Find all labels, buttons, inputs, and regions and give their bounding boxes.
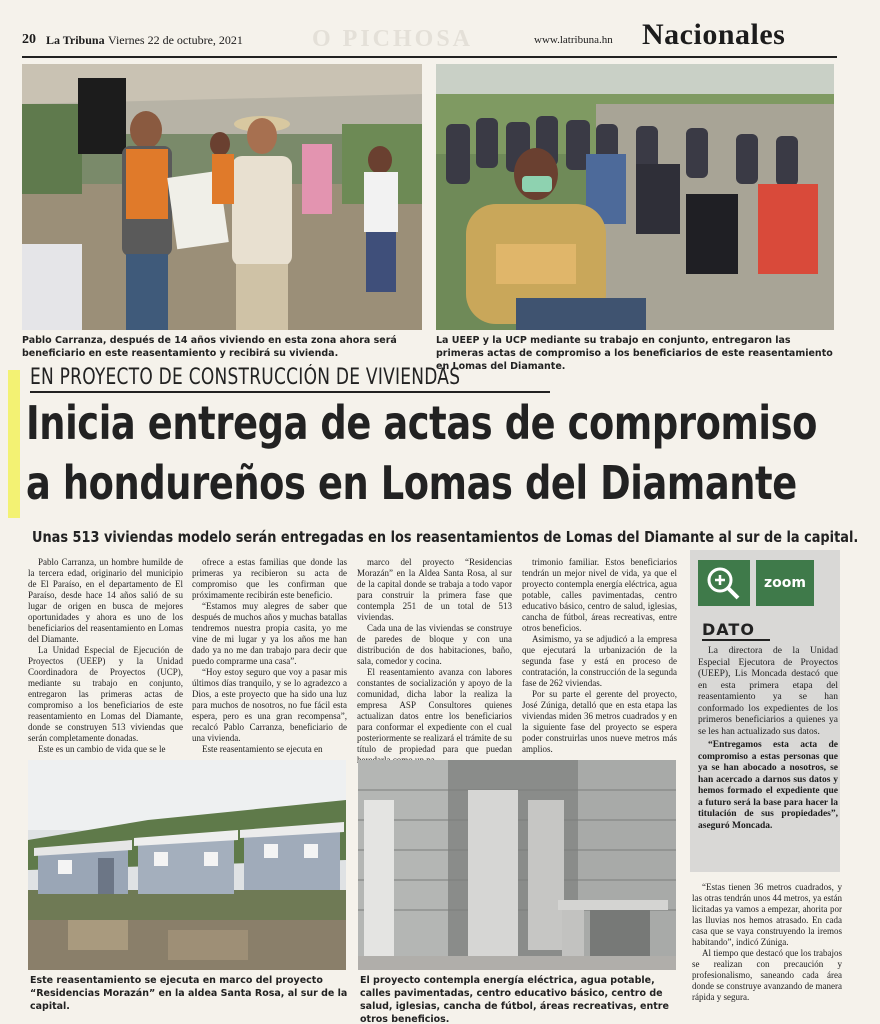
article-column-5	[692, 882, 842, 1003]
article-column-1	[28, 557, 183, 755]
photo-pablo-carranza	[22, 64, 422, 330]
dato-title: DATO	[702, 620, 755, 639]
dato-underline	[702, 639, 770, 641]
paragraph: Asimismo, ya se adjudicó a la empresa que ejecutará la urbanización de la segunda fase y está en proceso de contratación, la construcción de la segunda fase de 262 viviendas.	[522, 634, 677, 688]
paragraph: Este reasentamiento se ejecuta en	[202, 744, 323, 754]
paragraph: El reasentamiento avanza con labores constantes de socialización y apoyo de la comunidad, dicha labor la realiza la empresa ASP Consultores quienes actualizan datos entre los beneficiarios para conformar el expediente con el cual posteriormente se realizará el trámite de su título de propiedad para que puedan	[357, 667, 512, 754]
paragraph: marco del proyecto “Residencias Morazán” en la Aldea Santa Rosa, al sur de la capital donde se trabaja a todo vapor para construir la primera fase que contempla 251 de un total de 513 viviendas.	[357, 557, 512, 622]
headline-line-1: Inicia entrega de actas de compromiso	[26, 396, 817, 450]
dato-box	[690, 550, 840, 872]
paragraph: “Estamos muy alegres de saber que después de muchos años y muchas batallas tendremos nuestra propia casita, yo me vine de mi lugar y ya los años me han dado ya no me dan trabajo para decir que puedo comprarme una casa”.	[192, 601, 347, 666]
dato-paragraph: La directora de la Unidad Especial Ejecutora de Proyectos (UEEP), Lis Moncada destacó que en esta primera etapa del reasentamiento ya se han conformado los expedientes de los primeros beneficiarios a quienes ya se les han actualizado sus datos.	[698, 646, 838, 737]
paragraph: Por su parte el gerente del proyecto, José Zúniga, detalló que en esta etapa las viviendas miden 36 metros cuadrados y en la siguiente fase del proyecto se espera poder construirlas unos nueve metros más amplios.	[522, 689, 677, 754]
paragraph: Cada una de las viviendas se construye de paredes de bloque y con una distribución de dos habitaciones, baño, sala, comedor y cocina.	[357, 623, 512, 666]
publication-date: Viernes 22 de octubre, 2021	[108, 33, 243, 47]
zoom-magnifier-icon[interactable]	[698, 560, 750, 606]
paragraph: Pablo Carranza, un hombre humilde de la tercera edad, originario del municipio de El Paraíso, en el departamento de El Paraíso, desde hace 14 años salió de su lugar de origen en busca de mejores oportunidades y ahora es uno de los beneficiarios del reasentamiento en Lomas del Diamante.	[28, 557, 183, 644]
paragraph: “Estas tienen 36 metros cuadrados, y las otras tendrán unos 44 metros, ya están licitadas ya vamos a empezar, ahorita por las lluvias nos hemos atrasado. En cada casa que se vaya construyendo la iremos habitando”, indicó Zúniga.	[692, 882, 842, 947]
dato-text	[698, 646, 838, 834]
zoom-label[interactable]: zoom	[756, 560, 814, 606]
paragraph: La Unidad Especial de Ejecución de Proyectos (UEEP) y la Unidad Coordinadora de Proyectos (UCP), mediante su trabajo en conjunto, entregaron las primeras actas de compromiso a los beneficiarios de este reasentamiento en Lomas del Diamante, donde se construyen 513 viviendas que serán completamente donadas.	[28, 645, 183, 743]
caption-bottom-mid: El proyecto contempla energía eléctrica, agua potable, calles pavimentadas, centro educativo básico, centro de salud, iglesias, cancha de fútbol, áreas recreativas, entre otros beneficios.	[360, 975, 669, 1024]
paragraph: Al tiempo que destacó que los trabajos se realizan con precaución y profesionalismo, saneando cada área donde se construye avanzando de manera rápida y segura.	[692, 948, 842, 1002]
paragraph: trimonio familiar. Estos beneficiarios tendrán un mejor nivel de vida, ya que el proyecto contempla energía eléctrica, agua potable, calles pavimentadas, centro educativo básico, centro de salud, iglesias, cancha de fútbol, áreas recreativas, entre otros beneficios.	[522, 557, 677, 633]
publication-name: La Tribuna	[46, 33, 105, 47]
kicker-underline	[30, 391, 550, 393]
paragraph: “Hoy estoy seguro que voy a pasar mis últimos días tranquilo, y se lo agradezco a Dios, a este proyecto que ha sido una luz para muchos de nosotros, no fue fácil esta espera, pero es una gran recompensa”, recalcó Pablo Carranza, beneficiario de una vivienda.	[192, 667, 347, 743]
photo-houses	[28, 760, 346, 970]
ghost-text: O PICHOSA	[312, 26, 474, 52]
article-kicker: EN PROYECTO DE CONSTRUCCIÓN DE VIVIENDAS	[30, 365, 461, 390]
article-column-4	[522, 557, 677, 755]
paragraph: ofrece a estas familias que donde las primeras ya recibieron su acta de compromiso que les confirman que próximamente recibirán este beneficio.	[192, 557, 347, 600]
header-rule	[22, 56, 837, 58]
page-header	[22, 18, 837, 56]
article-column-2	[192, 557, 347, 755]
article-column-3	[357, 557, 512, 766]
website-link[interactable]: www.latribuna.hn	[534, 34, 613, 46]
caption-top-right: La UEEP y la UCP mediante su trabajo en conjunto, entregaron las primeras actas de compromiso a los beneficiarios de este reasentamiento en Lomas del Diamante.	[436, 335, 833, 372]
photo-house-interior	[358, 760, 676, 970]
article-subhead: Unas 513 viviendas modelo serán entregadas en los reasentamientos de Lomas del Diamante al sur de la capital.	[32, 528, 859, 546]
dato-quote: “Entregamos esta acta de compromiso a estas personas que ya se han abocado a nosotros, se han acercado a darnos sus datos y hemos formado el expediente que a futuro será la base para hacer la titulación de sus propiedades”, aseguró Moncada.	[698, 740, 838, 831]
headline-line-2: a hondureños en Lomas del Diamante	[26, 456, 797, 510]
photo-beneficiaries	[436, 64, 834, 330]
caption-top-left: Pablo Carranza, después de 14 años viviendo en esta zona ahora será beneficiario en este reasentamiento y recibirá su vivienda.	[22, 335, 397, 359]
caption-bottom-left: Este reasentamiento se ejecuta en marco del proyecto “Residencias Morazán” en la aldea Santa Rosa, al sur de la capital.	[30, 975, 348, 1012]
highlighter-mark	[8, 370, 20, 518]
section-title: Nacionales	[642, 18, 786, 51]
paragraph: Este es un cambio de vida que se le	[38, 744, 166, 754]
page-number: 20	[22, 32, 36, 47]
